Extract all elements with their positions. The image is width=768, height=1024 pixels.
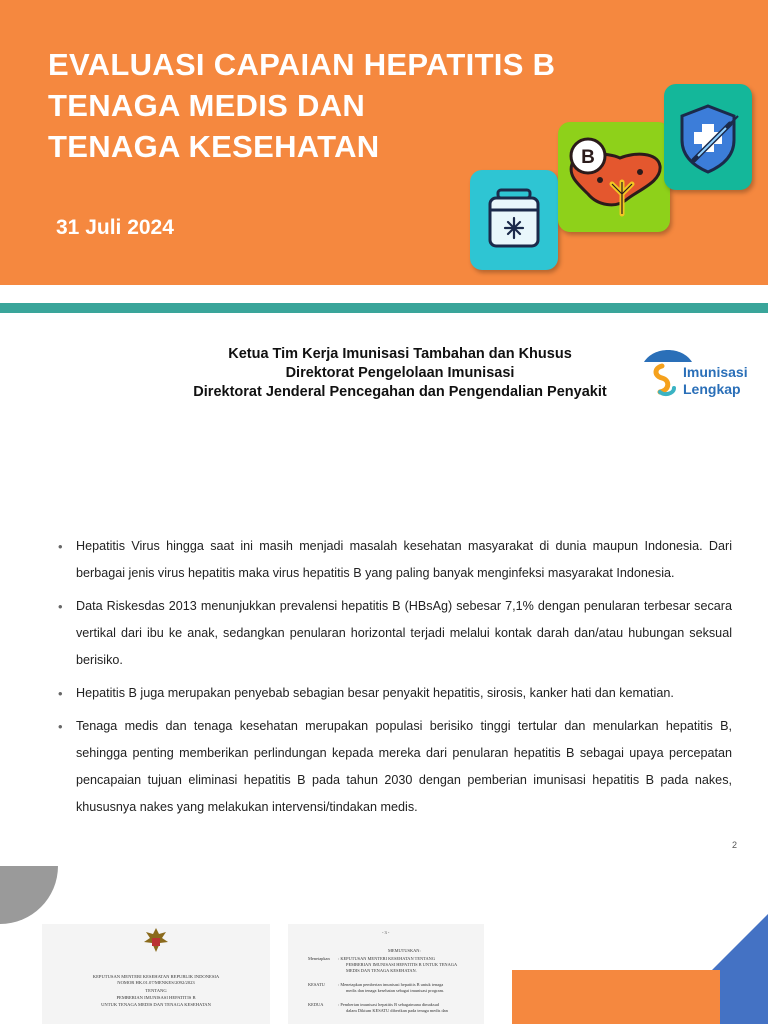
title-line-2: TENAGA MEDIS DAN — [48, 88, 366, 123]
doc2-row-text: dalam Diktum KESATU diberikan pada tenaga medis dan — [346, 1008, 448, 1013]
bullet-text: Data Riskesdas 2013 menunjukkan prevalensi hepatitis B (HBsAg) sebesar 7,1% dengan penularan terbesar secara vertikal dari ibu ke anak, sedangkan penularan horizontal terjadi melalui kontak darah dan/atau hubungan seksual berisiko. — [76, 599, 732, 667]
bullet-item — [56, 680, 732, 707]
bullet-dot-icon: • — [58, 686, 63, 701]
doc2-row-label: Menetapkan — [308, 956, 330, 961]
doc2-row-text: : Menetapkan pemberian imunisasi hepatitis B untuk tenaga — [338, 982, 444, 987]
doc2-row-text: PEMBERIAN IMUNISASI HEPATITIS B UNTUK TENAGA — [346, 962, 458, 967]
org-line-2: Direktorat Pengelolaan Imunisasi — [285, 365, 515, 381]
doc2-row-text: : KEPUTUSAN MENTERI KESEHATAN TENTANG — [338, 956, 436, 961]
shield-vaccine-icon — [664, 84, 752, 190]
orange-box — [512, 970, 720, 1024]
decree-text-page — [288, 924, 484, 1024]
bullet-dot-icon: • — [58, 599, 63, 614]
slide-date: 31 Juli 2024 — [56, 216, 174, 239]
shield-vaccine-card — [664, 84, 752, 190]
doc2-row-text: MEDIS DAN TENAGA KESEHATAN. — [346, 968, 417, 973]
logo-text — [683, 364, 748, 398]
decree-document-page — [42, 924, 270, 1024]
doc2-page-number: - 3 - — [382, 930, 390, 935]
bullet-dot-icon: • — [58, 719, 63, 734]
vaccine-cooler-card — [470, 170, 558, 270]
decree-line-2: NOMOR HK.01.07/MENKES/2092/2023 — [117, 980, 195, 985]
vaccine-cooler-icon — [470, 170, 558, 270]
bullet-list — [56, 533, 732, 827]
svg-text:B: B — [581, 147, 595, 168]
slide-title — [48, 44, 608, 167]
garuda-emblem-icon — [142, 926, 170, 956]
org-line-1: Ketua Tim Kerja Imunisasi Tambahan dan Khusus — [228, 346, 572, 362]
doc2-row-text: medis dan tenaga kesehatan sebagai imunisasi program. — [346, 988, 445, 993]
title-slide — [0, 0, 768, 285]
logo-line-1: Imunisasi — [683, 364, 748, 380]
doc2-row-text: : Pemberian imunisasi hepatitis B sebagaimana dimaksud — [338, 1002, 439, 1007]
divider-band — [0, 303, 768, 313]
title-line-1: EVALUASI CAPAIAN HEPATITIS B — [48, 47, 556, 82]
decree-line-4: PEMBERIAN IMUNISASI HEPATITIS B — [116, 995, 196, 1000]
org-line-3: Direktorat Jenderal Pencegahan dan Pengendalian Penyakit — [193, 384, 607, 400]
decree-line-1: KEPUTUSAN MENTERI KESEHATAN REPUBLIK INDONESIA — [92, 974, 220, 979]
bullet-item — [56, 593, 732, 674]
doc2-heading: MEMUTUSKAN: — [388, 948, 421, 953]
organization-header — [180, 345, 620, 402]
next-slide — [0, 866, 768, 1024]
bullet-item — [56, 533, 732, 587]
doc2-row-label: KESATU — [308, 982, 325, 987]
title-line-3: TENAGA KESEHATAN — [48, 129, 380, 164]
page-number: 2 — [732, 840, 738, 850]
bullet-item — [56, 713, 732, 821]
hepatitis-b-card — [558, 122, 670, 232]
decree-line-5: UNTUK TENAGA MEDIS DAN TENAGA KESEHATAN — [101, 1002, 211, 1007]
logo-line-2: Lengkap — [683, 381, 741, 397]
bullet-dot-icon: • — [58, 539, 63, 554]
decree-line-3: TENTANG — [145, 988, 167, 993]
bullet-text: Tenaga medis dan tenaga kesehatan merupakan populasi berisiko tinggi tertular dan menularkan hepatitis B, sehingga penting memberikan perlindungan kepada mereka dari penularan hepatitis B sebagai upaya percepatan pencapaian tujuan eliminasi hepatitis B pada tahun 2030 dengan pemberian imunisasi hepatitis B pada nakes, khususnya nakes yang melakukan intervensi/tindakan medis. — [76, 719, 732, 814]
bullet-text: Hepatitis B juga merupakan penyebab sebagian besar penyakit hepatitis, sirosis, kanker hati dan kematian. — [76, 686, 674, 700]
hepatitis-b-liver-icon — [558, 122, 670, 232]
bullet-text: Hepatitis Virus hingga saat ini masih menjadi masalah kesehatan masyarakat di dunia maupun Indonesia. Dari berbagai jenis virus hepatitis maka virus hepatitis B yang paling banyak menginfeksi masyarakat Indonesia. — [76, 539, 732, 580]
gray-corner-circle — [0, 866, 58, 924]
doc2-row-label: KEDUA — [308, 1002, 324, 1007]
